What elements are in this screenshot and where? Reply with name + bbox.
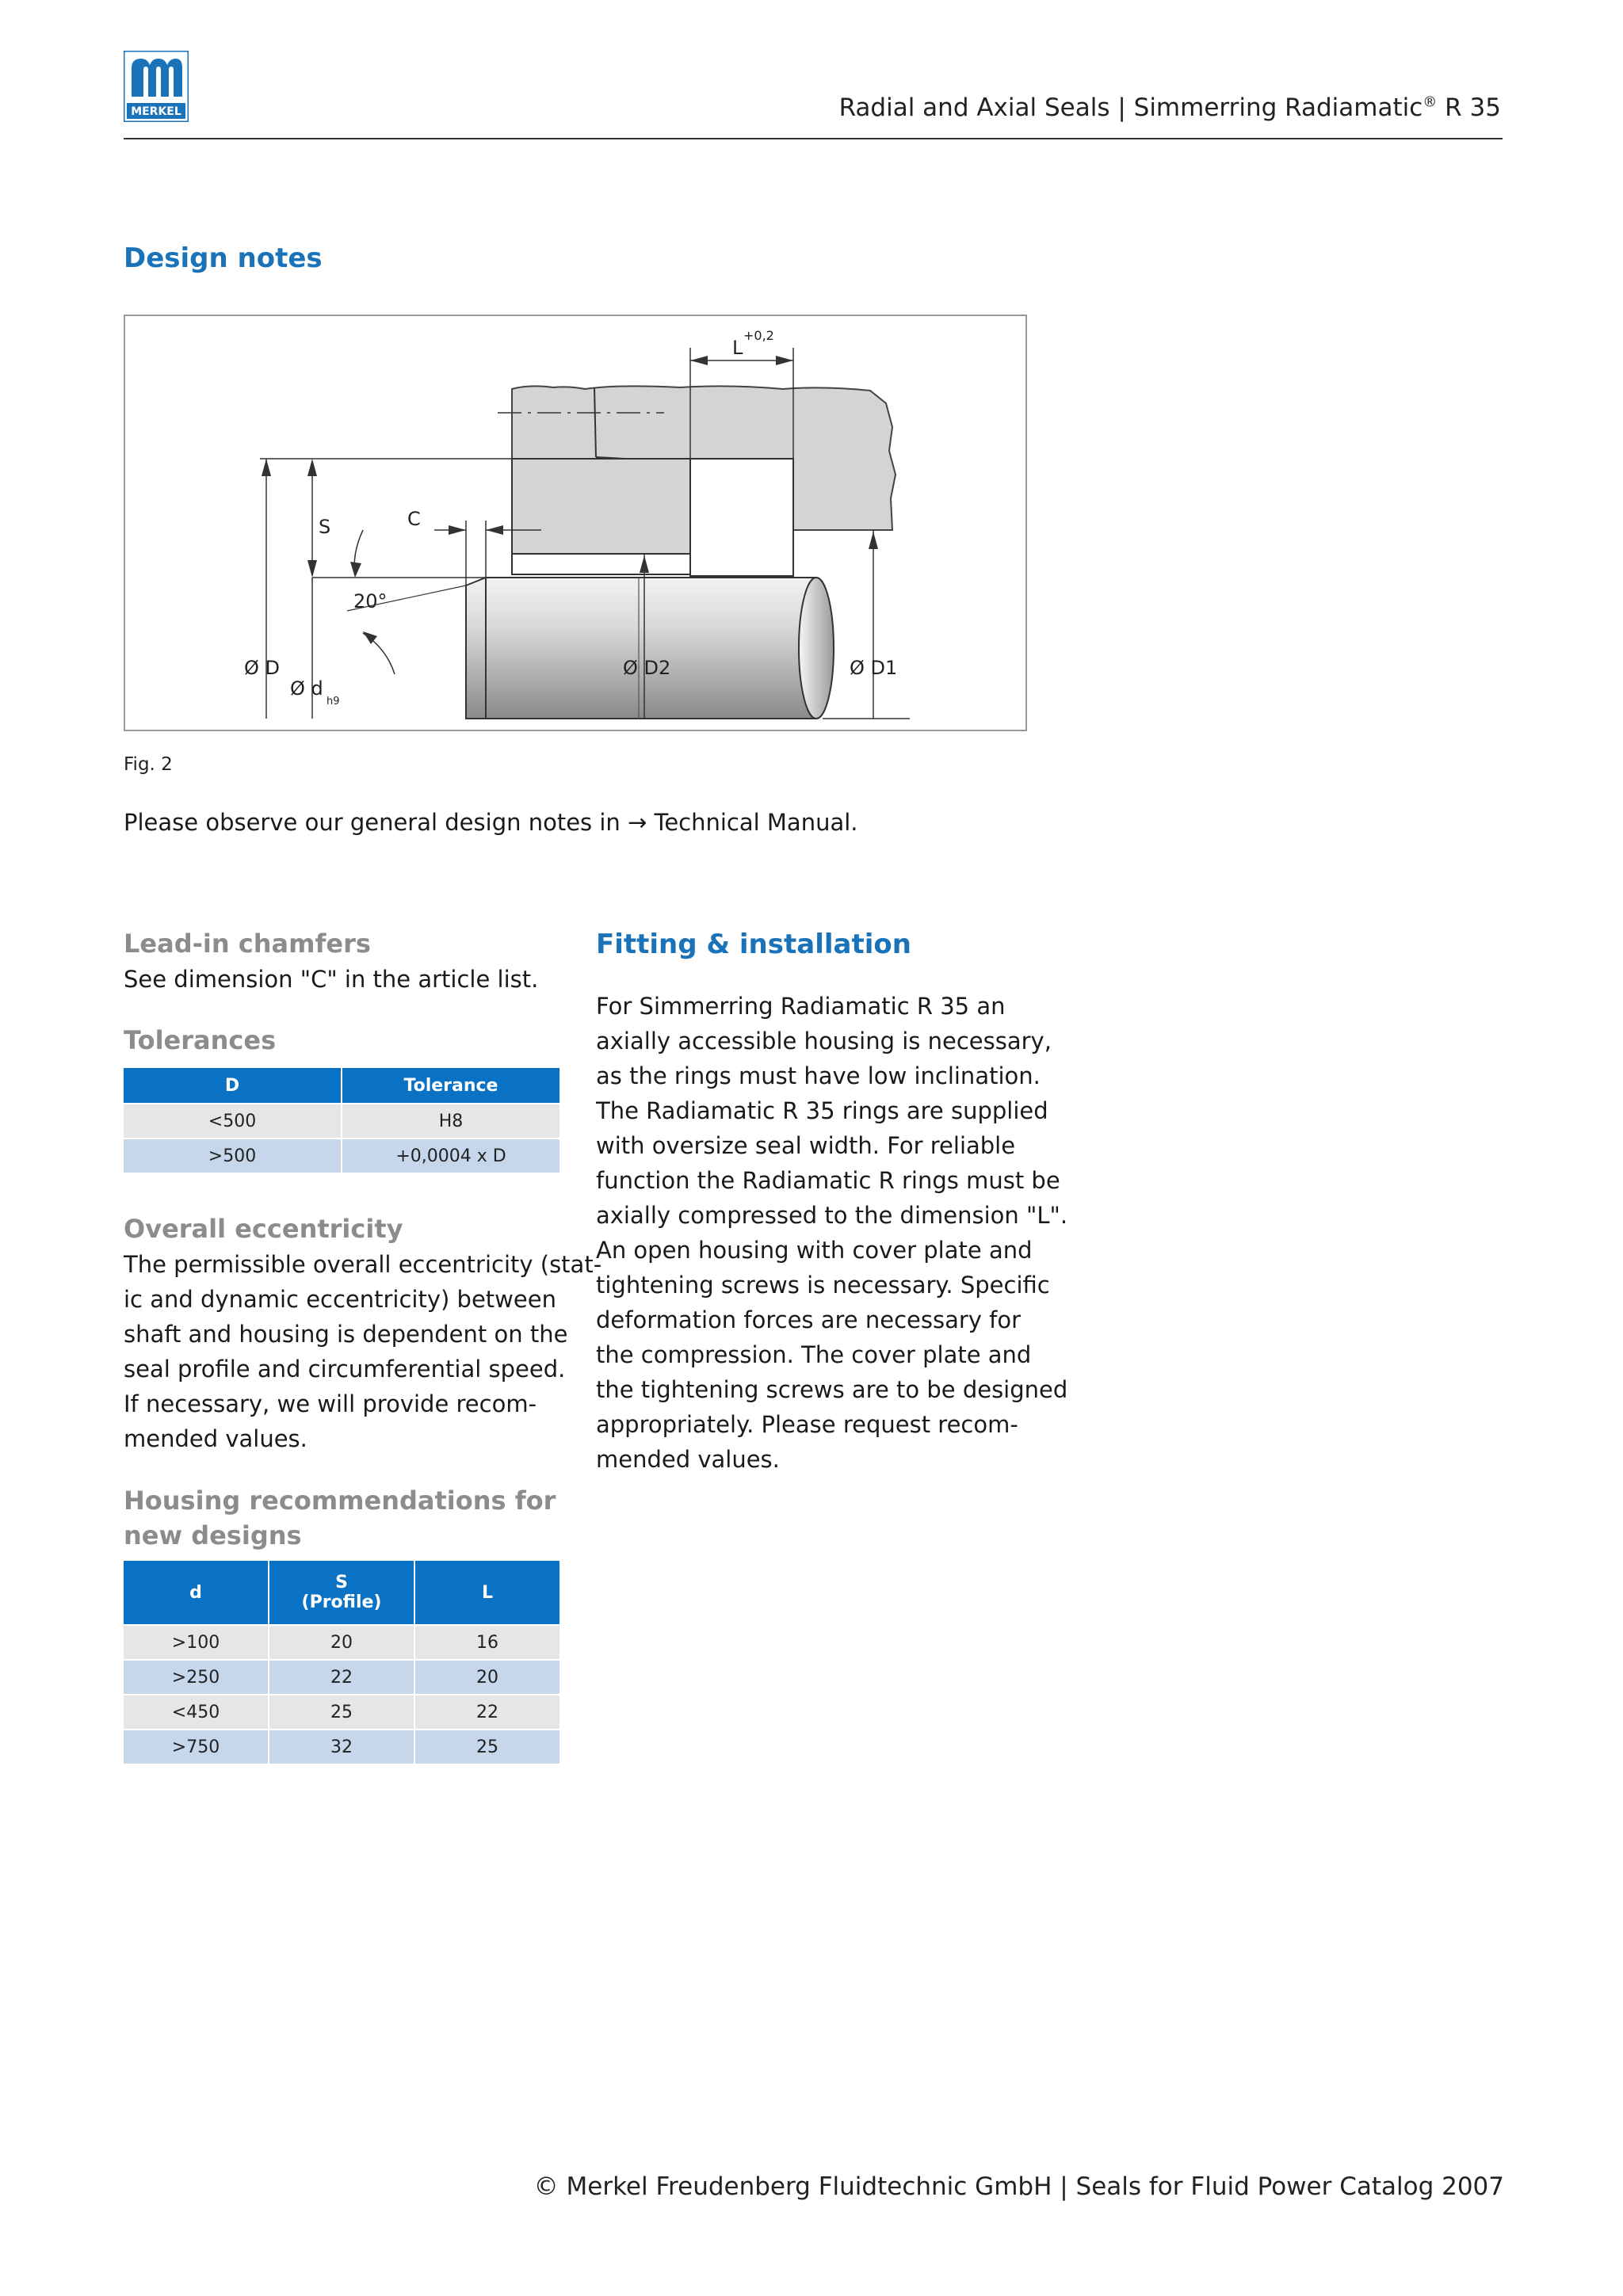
label-D2: Ø D2 xyxy=(623,657,671,679)
cell: 25 xyxy=(415,1730,559,1764)
housing-table xyxy=(122,1559,561,1765)
cell: 22 xyxy=(269,1661,414,1694)
table-row xyxy=(124,1139,559,1173)
col-d: d xyxy=(124,1561,268,1624)
col-L: L xyxy=(415,1561,559,1624)
label-d-subscript: h9 xyxy=(327,696,340,707)
cell: <450 xyxy=(124,1695,268,1729)
cell: 32 xyxy=(269,1730,414,1764)
cell: 16 xyxy=(415,1626,559,1659)
cell: 20 xyxy=(415,1661,559,1694)
lead-in-chamfers-heading: Lead-in chamfers xyxy=(124,929,371,959)
label-S: S xyxy=(319,516,331,538)
cell: H8 xyxy=(342,1104,559,1138)
cell: <500 xyxy=(124,1104,341,1138)
merkel-logo xyxy=(124,51,189,122)
cell: 20 xyxy=(269,1626,414,1659)
fitting-installation-heading: Fitting & installation xyxy=(596,929,911,960)
cell: 22 xyxy=(415,1695,559,1729)
footer-copyright: © Merkel Freudenberg Fluidtechnic GmbH | Seals for Fluid Power Catalog 2007 xyxy=(533,2172,1504,2201)
cell: >100 xyxy=(124,1626,268,1659)
table-row xyxy=(124,1730,559,1764)
housing-recommendations-heading: Housing recommendations for new designs xyxy=(124,1486,556,1550)
col-D: D xyxy=(124,1068,341,1103)
overall-eccentricity-text: The permissible overall eccentricity (stat- ic and dynamic eccentricity) between shaft and housing is dependent on the seal profile and circumferential speed. If necessary, we will provide recom- mended values. xyxy=(124,1251,602,1452)
label-C: C xyxy=(407,508,421,530)
table-row xyxy=(124,1661,559,1694)
label-D: Ø D xyxy=(244,657,280,679)
table-row xyxy=(124,1626,559,1659)
tolerances-table xyxy=(122,1066,561,1174)
design-notes-reference: Please observe our general design notes in → Technical Manual. xyxy=(124,809,858,836)
table-row xyxy=(124,1695,559,1729)
figure-caption: Fig. 2 xyxy=(124,754,173,775)
design-notes-heading: Design notes xyxy=(124,242,323,274)
label-L-tolerance: +0,2 xyxy=(743,328,774,343)
fitting-installation-text: For Simmerring Radiamatic R 35 an axially accessible housing is necessary, as the rings must have low inclination. The Radiamatic R 35 rings are supplied with oversize seal width. For reliable function the Radiamatic R rings must be axially compressed to the dimension "L". An open housing with cover plate and tightening screws is necessary. Specific deformation forces are necessary for the compression. The cover plate and the tightening screws are to be designed appropriately. Please request recom- mended values. xyxy=(596,993,1068,1473)
lead-in-chamfers-text: See dimension "C" in the article list. xyxy=(124,966,539,993)
logo-text: MERKEL xyxy=(131,105,181,118)
col-S-profile: S (Profile) xyxy=(269,1561,414,1624)
table-row xyxy=(124,1104,559,1138)
cell: >250 xyxy=(124,1661,268,1694)
col-tolerance: Tolerance xyxy=(342,1068,559,1103)
overall-eccentricity-heading: Overall eccentricity xyxy=(124,1214,403,1244)
label-L: L xyxy=(732,337,743,359)
header-divider xyxy=(124,138,1503,139)
tolerances-heading: Tolerances xyxy=(124,1025,277,1055)
header-title: Radial and Axial Seals | Simmerring Radiamatic® R 35 xyxy=(838,93,1501,122)
label-angle: 20° xyxy=(353,590,388,612)
label-d: Ø d xyxy=(290,677,323,700)
label-D1: Ø D1 xyxy=(850,657,898,679)
cell: 25 xyxy=(269,1695,414,1729)
cell: >500 xyxy=(124,1139,341,1173)
seal-housing-diagram xyxy=(125,316,1025,730)
cell: >750 xyxy=(124,1730,268,1764)
figure-design-drawing xyxy=(124,315,1027,731)
cell: +0,0004 x D xyxy=(342,1139,559,1173)
